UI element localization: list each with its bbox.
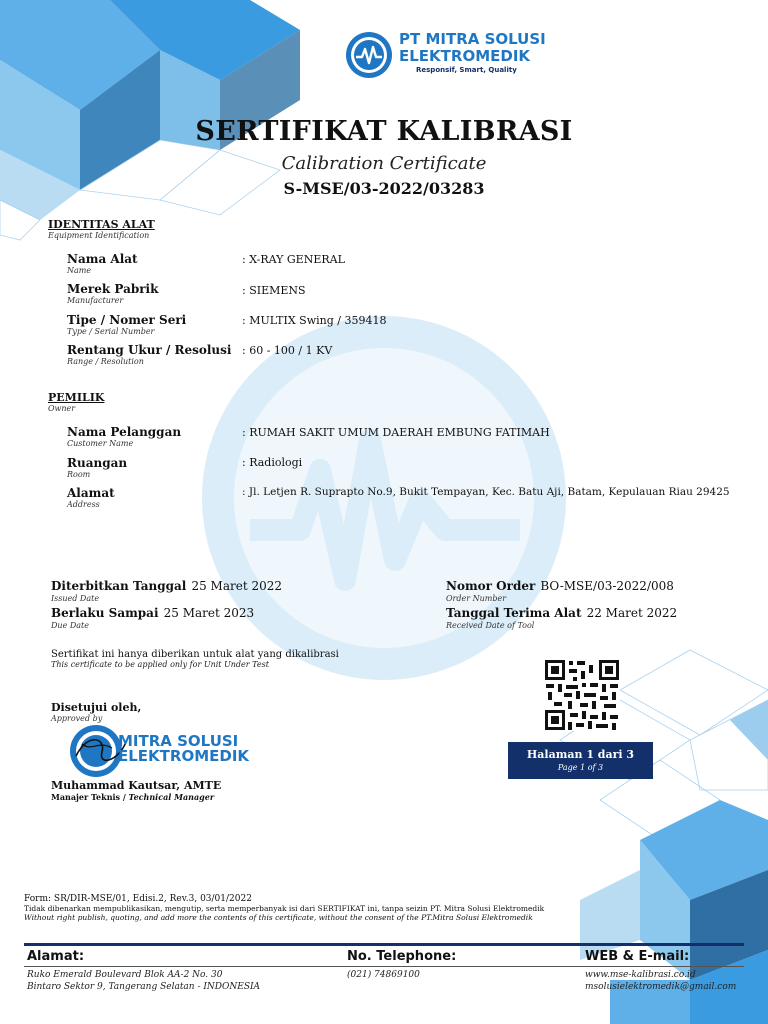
footer-divider bbox=[24, 943, 744, 946]
form-info bbox=[24, 894, 544, 922]
company-logo-icon bbox=[344, 30, 394, 80]
identity-section bbox=[48, 218, 155, 240]
certificate-subtitle: Calibration Certificate bbox=[281, 153, 487, 174]
field-value: : 60 - 100 / 1 KV bbox=[242, 344, 333, 357]
company-name-line2: ELEKTROMEDIK bbox=[399, 47, 531, 65]
footer-address-line1: Ruko Emerald Boulevard Blok AA-2 No. 30 bbox=[27, 970, 223, 980]
page-indicator bbox=[508, 742, 653, 779]
field-label-en: Name bbox=[67, 266, 92, 275]
field-value: : X-RAY GENERAL bbox=[242, 253, 345, 266]
field-room bbox=[67, 456, 127, 479]
approver bbox=[51, 779, 221, 802]
field-name bbox=[67, 252, 138, 275]
field-label: Nama Pelanggan bbox=[67, 425, 182, 439]
footer-address-heading: Alamat: bbox=[27, 949, 85, 964]
field-value: : Radiologi bbox=[242, 456, 303, 469]
note-text: Sertifikat ini hanya diberikan untuk alat yang dikalibrasi bbox=[51, 649, 339, 660]
field-type-serial bbox=[67, 313, 186, 336]
received-value: 22 Maret 2022 bbox=[586, 606, 678, 620]
field-label-en: Address bbox=[67, 500, 100, 509]
footer-phone-heading: No. Telephone: bbox=[347, 949, 457, 964]
certificate-note bbox=[51, 649, 339, 669]
due-date bbox=[51, 602, 254, 630]
field-range bbox=[67, 343, 231, 366]
field-label: Rentang Ukur / Resolusi bbox=[67, 343, 232, 357]
issued-date bbox=[51, 575, 282, 603]
approver-name: Muhammad Kautsar, AMTE bbox=[51, 779, 222, 792]
owner-section bbox=[48, 391, 104, 413]
disclaimer: Tidak dibenarkan mempublikasikan, mengutip, serta memperbanyak isi dari SERTIFIKAT ini, tanpa seizin PT. Mitra Solusi Elektromedik bbox=[24, 904, 545, 913]
owner-heading: PEMILIK bbox=[48, 391, 105, 404]
identity-heading: IDENTITAS ALAT bbox=[48, 218, 155, 231]
field-address bbox=[67, 486, 115, 509]
footer-divider-thin bbox=[24, 966, 744, 967]
field-label-en: Range / Resolution bbox=[67, 357, 144, 366]
stamp-name-line2: ELEKTROMEDIK bbox=[118, 747, 250, 765]
field-label: Alamat bbox=[67, 486, 115, 500]
received-label-en: Received Date of Tool bbox=[446, 621, 535, 630]
due-label: Berlaku Sampai bbox=[51, 606, 159, 620]
footer-website-link[interactable]: www.mse-kalibrasi.co.id bbox=[585, 970, 696, 980]
received-label: Tanggal Terima Alat bbox=[446, 606, 582, 620]
certificate-number: S-MSE/03-2022/03283 bbox=[283, 179, 485, 198]
field-label: Nama Alat bbox=[67, 252, 138, 266]
page-label: Halaman 1 dari 3 bbox=[526, 748, 635, 761]
field-manufacturer bbox=[67, 282, 158, 305]
owner-heading-en: Owner bbox=[48, 404, 76, 413]
issued-value: 25 Maret 2022 bbox=[191, 579, 282, 593]
footer-web bbox=[585, 969, 736, 993]
form-code: Form: SR/DIR-MSE/01, Edisi.2, Rev.3, 03/01/2022 bbox=[24, 894, 252, 904]
field-value: : MULTIX Swing / 359418 bbox=[242, 314, 387, 327]
footer-email-link[interactable]: msolusielektromedik@gmail.com bbox=[585, 982, 737, 992]
page-label-en: Page 1 of 3 bbox=[557, 763, 604, 772]
footer-web-heading: WEB & E-mail: bbox=[585, 949, 690, 964]
field-value: : SIEMENS bbox=[242, 284, 306, 297]
company-name-line1: PT MITRA SOLUSI bbox=[399, 30, 546, 48]
footer-address-line2: Bintaro Sektor 9, Tangerang Selatan - INDONESIA bbox=[27, 982, 261, 992]
due-value: 25 Maret 2023 bbox=[163, 606, 255, 620]
approver-role-en: Technical Manager bbox=[128, 792, 215, 802]
stamp-name-line1: MITRA SOLUSI bbox=[118, 732, 239, 750]
order-number bbox=[446, 575, 674, 603]
due-label-en: Due Date bbox=[51, 621, 89, 630]
field-value: : Jl. Letjen R. Suprapto No.9, Bukit Tempayan, Kec. Batu Aji, Batam, Kepulauan Riau 29425 bbox=[242, 486, 730, 498]
field-label: Merek Pabrik bbox=[67, 282, 159, 296]
issued-label: Diterbitkan Tanggal bbox=[51, 579, 187, 593]
approval-label-en: Approved by bbox=[51, 714, 103, 723]
field-label: Ruangan bbox=[67, 456, 128, 470]
identity-heading-en: Equipment Identification bbox=[48, 231, 150, 240]
issued-label-en: Issued Date bbox=[51, 594, 100, 603]
company-tagline: Responsif, Smart, Quality bbox=[416, 66, 517, 74]
qr-code bbox=[544, 659, 620, 731]
disclaimer-en: Without right publish, quoting, and add more the contents of this certificate, without the consent of the PT.Mitra Solusi Elektromedik bbox=[24, 913, 533, 922]
field-label-en: Room bbox=[67, 470, 91, 479]
approval-label-block bbox=[51, 701, 141, 723]
received-date bbox=[446, 602, 677, 630]
company-logo bbox=[344, 30, 394, 80]
certificate-title: SERTIFIKAT KALIBRASI bbox=[195, 116, 573, 147]
field-customer bbox=[67, 425, 181, 448]
field-label-en: Manufacturer bbox=[67, 296, 124, 305]
approver-role: Manajer Teknis / bbox=[51, 792, 129, 802]
field-label-en: Customer Name bbox=[67, 439, 134, 448]
order-label-en: Order Number bbox=[446, 594, 507, 603]
order-value: BO-MSE/03-2022/008 bbox=[540, 579, 674, 593]
field-label: Tipe / Nomer Seri bbox=[67, 313, 187, 327]
field-value: : RUMAH SAKIT UMUM DAERAH EMBUNG FATIMAH bbox=[242, 426, 550, 439]
order-label: Nomor Order bbox=[446, 579, 536, 593]
company-stamp bbox=[68, 722, 250, 780]
approval-label: Disetujui oleh, bbox=[51, 701, 142, 714]
note-text-en: This certificate to be applied only for Unit Under Test bbox=[51, 660, 269, 669]
footer-phone: (021) 74869100 bbox=[347, 970, 420, 980]
footer-address bbox=[27, 969, 260, 993]
field-label-en: Type / Serial Number bbox=[67, 327, 155, 336]
